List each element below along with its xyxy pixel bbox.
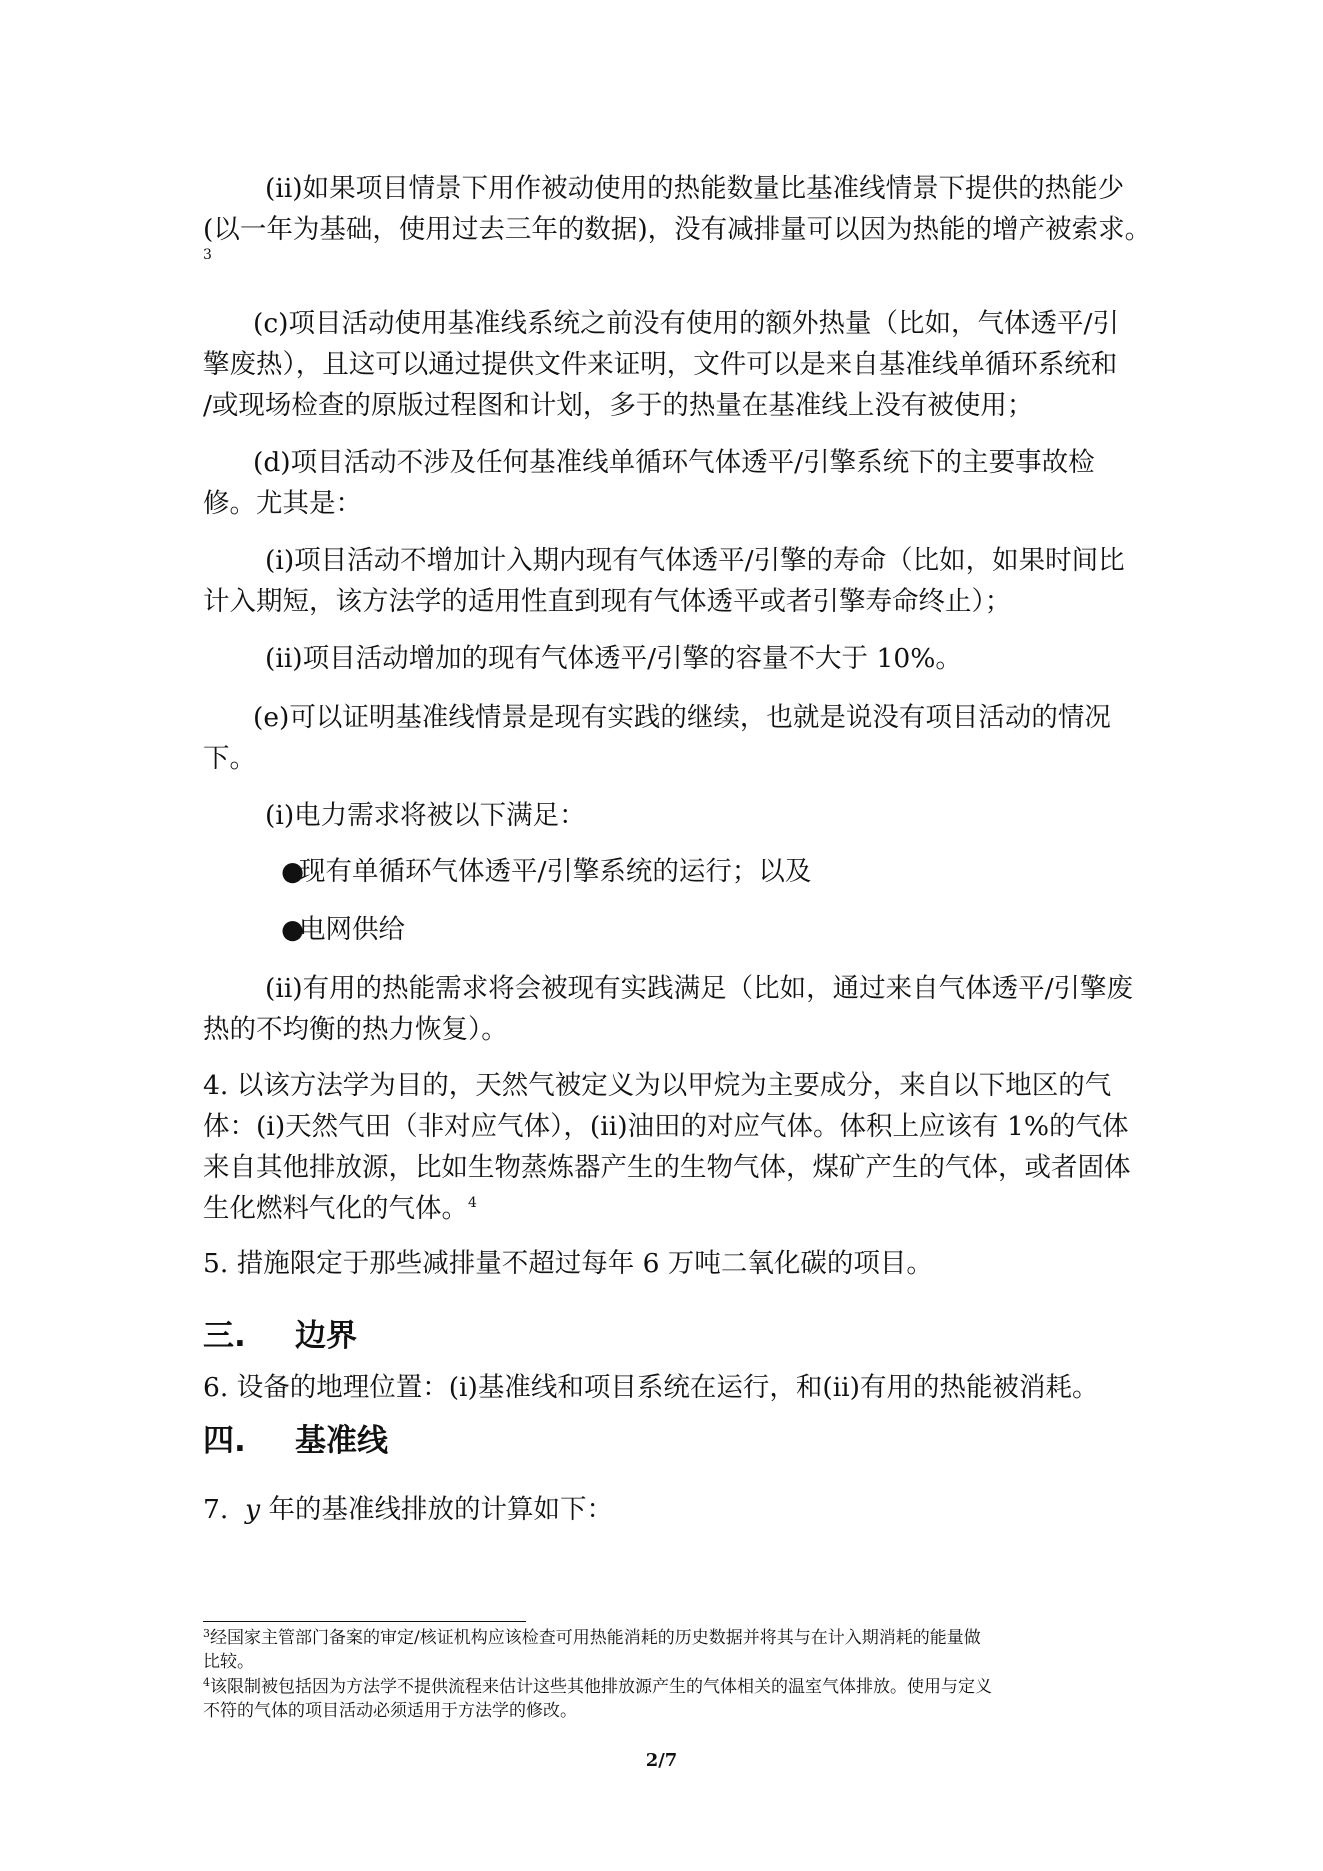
text-line: (i)项目活动不增加计入期内现有气体透平/引擎的寿命（比如，如果时间比 (265, 545, 1125, 576)
paragraph-d-i (203, 540, 1133, 622)
paragraph-e-ii (203, 968, 1133, 1050)
text-line: (ii)有用的热能需求将会被现有实践满足（比如，通过来自气体透平/引擎废 (265, 973, 1134, 1004)
bullet-item (203, 909, 1133, 950)
text-line: 来自其他排放源，比如生物蒸炼器产生的生物气体，煤矿产生的气体，或者固体 (203, 1152, 1131, 1183)
paragraph-5 (203, 1243, 1133, 1284)
text-line: 体：(i)天然气田（非对应气体），(ii)油田的对应气体。体积上应该有 1%的气体 (203, 1111, 1129, 1142)
section-title: 边界 (295, 1318, 357, 1354)
paragraph-4 (203, 1065, 1133, 1229)
bullet-icon: ● (281, 856, 305, 887)
paragraph-c (203, 303, 1133, 426)
bullet-text: 电网供给 (299, 914, 405, 945)
text-line: 生化燃料气化的气体。 (203, 1193, 468, 1224)
text-line: (ii)如果项目情景下用作被动使用的热能数量比基准线情景下提供的热能少 (265, 173, 1125, 204)
text-line: (i)电力需求将被以下满足： (265, 800, 586, 831)
text-line: (d)项目活动不涉及任何基准线单循环气体透平/引擎系统下的主要事故检 (253, 447, 1095, 478)
variable-y: y (245, 1494, 261, 1525)
text-line: 擎废热），且这可以通过提供文件来证明，文件可以是来自基准线单循环系统和 (203, 349, 1118, 380)
section-heading-baseline (203, 1415, 388, 1460)
text-line: 5. 措施限定于那些减排量不超过每年 6 万吨二氧化碳的项目。 (203, 1248, 933, 1279)
text-line: 下。 (203, 743, 256, 774)
section-title: 基准线 (295, 1423, 388, 1459)
section-number: 三. (203, 1318, 246, 1354)
bullet-item (203, 851, 1133, 892)
text-line: (e)可以证明基准线情景是现有实践的继续，也就是说没有项目活动的情况 (253, 702, 1111, 733)
text-line: 热的不均衡的热力恢复）。 (203, 1014, 508, 1045)
text-line: (c)项目活动使用基准线系统之前没有使用的额外热量（比如，气体透平/引 (253, 308, 1119, 339)
text-line: 计入期短，该方法学的适用性直到现有气体透平或者引擎寿命终止）； (203, 586, 1012, 617)
text-line: 4. 以该方法学为目的，天然气被定义为以甲烷为主要成分，来自以下地区的气 (203, 1070, 1112, 1101)
footnote-ref-3: 3 (203, 247, 212, 263)
bullet-text: 现有单循环气体透平/引擎系统的运行；以及 (299, 856, 812, 887)
page-number: 2/7 (645, 1750, 678, 1771)
text-line: (以一年为基础，使用过去三年的数据)，没有减排量可以因为热能的增产被索求。 (203, 214, 1152, 245)
paragraph-7: 7. y 年的基准线排放的计算如下： (203, 1494, 614, 1525)
section-heading-boundary (203, 1310, 357, 1355)
paragraph-6 (203, 1367, 1133, 1408)
text-line: /或现场检查的原版过程图和计划，多于的热量在基准线上没有被使用； (203, 390, 1034, 421)
paragraph-ii-heat (203, 168, 1152, 250)
paragraph-d-ii (203, 638, 1133, 679)
text-line: 6. 设备的地理位置：(i)基准线和项目系统在运行，和(ii)有用的热能被消耗。 (203, 1372, 1099, 1403)
footnote-ref-4: 4 (468, 1195, 477, 1211)
footnote-divider (203, 1621, 526, 1622)
footnote-3: $^3$经国家主管部门备案的审定/核证机构应该检查可用热能消耗的历史数据并将其与在计入期消耗的能量做 比较。 (203, 1627, 981, 1672)
footnote-4: $^4$该限制被包括因为方法学不提供流程来估计这些其他排放源产生的气体相关的温室气体排放。使用与定义 不符的气体的项目活动必须适用于方法学的修改。 (203, 1676, 992, 1721)
paragraph-e (203, 697, 1133, 779)
bullet-icon: ● (281, 914, 305, 945)
paragraph-d (203, 442, 1133, 524)
section-number: 四. (203, 1423, 246, 1459)
text-line: (ii)项目活动增加的现有气体透平/引擎的容量不大于 10%。 (265, 643, 962, 674)
text-line: 修。尤其是： (203, 488, 362, 519)
paragraph-e-i (203, 795, 1133, 836)
